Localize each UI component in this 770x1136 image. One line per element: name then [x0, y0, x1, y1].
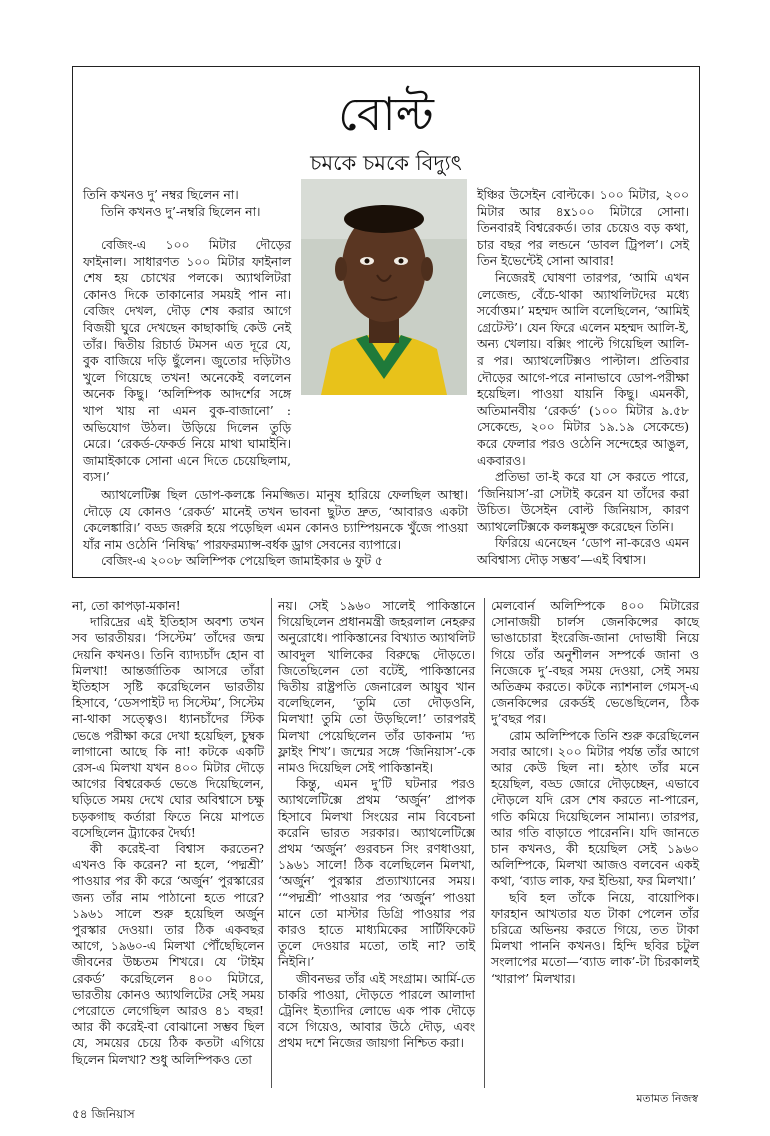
box-right-column [477, 187, 689, 569]
paragraph: না, তো কাপড়া-মকান! [72, 599, 181, 613]
paragraph: মেলবোর্ন অলিম্পিকে ৪০০ মিটারের সোনাজয়ী চার্লস জেনকিন্সের কাছে ভাঙাচোরা ইংরেজি-জানা দোভাষী নিয়ে গিয়ে তাঁর অনুশীলন সম্পর্কে জানা ও নিজেকে দু’-বছর সময় দেওয়া, সেই সময় অতিক্রম করতে। কটকে ন্যাশনাল গেমস্-এ জেনকিন্সের রেকর্ডই ভেঙেছিলেন, ঠিক দু’বছর পর। [491, 599, 699, 727]
headline: বোল্ট [338, 87, 434, 141]
athlete-portrait-image [301, 179, 467, 395]
paragraph: তিনি কখনও দু’-নম্বরি ছিলেন না। [101, 204, 261, 219]
box-left-column-body [83, 237, 291, 486]
paragraph: জীবনভর তাঁর এই সংগ্রাম। আর্মি-তে চাকরি পাওয়া, দৌড়তে পারলে আলাদা ট্রেনিং ইত্যাদির লোভে এক পাক দৌড়ে বসে গিয়েও, আবার উঠে দৌড়, এবং প্রথম দশে নিজের জায়গা নিশ্চিত করা। [278, 971, 475, 1051]
paragraph: ইঞ্চির উসেইন বোল্টকে। ১০০ মিটার, ২০০ মিটার আর ৪x১০০ মিটারে সোনা। তিনবারই বিশ্বরেকর্ড। তার চেয়েও বড় কথা, চার বছর পর লন্ডনে ‘ডাবল ট্রিপল’। সেই তিন ইভেন্টেই সোনা আবার! [477, 188, 689, 269]
subheadline: চমকে চমকে বিদ্যুৎ [310, 151, 462, 175]
paragraph: বেজিং-এ ১০০ মিটার দৌড়ের ফাইনাল। সাধারণত ১০০ মিটার ফাইনাল শেষ হয় চোখের পলকে। অ্যাথলিটরা কোনও দিকে তাকানোর সময়ই পান না। বেজিং দেখল, দৌড় শেষ করার আগে বিজয়ী ঘুরে দেখছেন কাছাকাছি কেউ নেই তাঁর। দ্বিতীয় রিচার্ড টমসন এত দূরে যে, বুক বাজিয়ে দড়ি ছুঁলেন। জুতোর দড়িটাও খুলে গিয়েছে তখন! অনেকেই বললেন অনেক কিছু। ‘অলিম্পিক আদর্শের সঙ্গে খাপ খায় না এমন বুক-বাজানো’ : অভিযোগ উঠল। উড়িয়ে দিলেন তুড়ি মেরে। ‘রেকর্ড-ফেকর্ড নিয়ে মাথা ঘামাইনি। জামাইকাকে সোনা এনে দিতে চেয়েছিলাম, ব্যস।’ [83, 238, 291, 485]
paragraph: তিনি কখনও দু’ নম্বর ছিলেন না। [83, 188, 239, 202]
paragraph: প্রতিভা তা-ই করে যা সে করতে পারে, ‘জিনিয়াস’-রা সেটাই করেন যা তাঁদের করা উচিত। উসেইন বোল্ট জিনিয়াস, কারণ অ্যাথলেটিক্সকে কলঙ্কমুক্ত করেছেন তিনি। [477, 470, 689, 534]
page-footer: ৫৪ জিনিয়াস [72, 1107, 135, 1121]
paragraph: ছবি হল তাঁকে নিয়ে, বায়োপিক। ফারহান আখতার যত টাকা পেলেন তাঁর চরিত্রে অভিনয় করতে গিয়ে, তত টাকা মিলখা পাননি কখনও। হিন্দি ছবির চটুল সংলাপের মতো—‘ব্যাড লাক’-টা চিরকালই ‘খারাপ’ মিলখার। [491, 890, 699, 986]
paragraph: কী করেই-বা বিশ্বাস করতেন? এখনও কি করেন? না হলে, ‘পদ্মশ্রী’ পাওয়ার পর কী করে ‘অর্জুন’ পুরস্কারের জন্য তাঁর নাম পাঠানো হতে পারে? ১৯৬১ সালে শুরু হয়েছিল অর্জুন পুরস্কার দেওয়া। তার ঠিক একবছর আগে, ১৯৬০-এ মিলখা পৌঁছেছিলেন জীবনের উচ্চতম শিখরে। যে ‘টাইম রেকর্ড’ করেছিলেন ৪০০ মিটারে, ভারতীয় কোনও অ্যাথলিটের সেই সময় পেরোতে লেগেছিল আরও ৪১ বছর! আর কী করেই-বা বোঝানো সম্ভব ছিল যে, সময়ের চেয়ে ঠিক কতটা এগিয়ে ছিলেন মিলখা? শুধু অলিম্পিকও তো [72, 842, 264, 1067]
paragraph: কিন্তু, এমন দু’টি ঘটনার পরও অ্যাথলেটিক্সে প্রথম ‘অর্জুন’ প্রাপক হিসাবে মিলখা সিংয়ের নাম বিবেচনা করেনি ভারত সরকার। অ্যাথলেটিক্সে প্রথম ‘অর্জুন’ গুরবচন সিং রণধাওয়া, ১৯৬১ সালে! ঠিক বলেছিলেন মিলখা, ‘অর্জুন’ পুরস্কার প্রত্যাখ্যানের সময়। ‘“পদ্মশ্রী’ পাওয়ার পর ‘অর্জুন’ পাওয়া মানে তো মাস্টার ডিগ্রি পাওয়ার পর কারও হাতে মাধ্যমিকের সার্টিফিকেট তুলে দেওয়ার মতো, তাই না? তাই নিইনি।’ [278, 777, 475, 970]
paragraph: নিজেরই ঘোষণা তারপর, ‘আমি এখন লেজেন্ড, বেঁচে-থাকা অ্যাথলিটদের মধ্যে সর্বোত্তম।’ মহম্মদ আলি বলেছিলেন, ‘আমিই গ্রেটেস্ট’। যেন ফিরে এলেন মহম্মদ আলি-ই, অন্য খেলায়। বক্সিং পাল্টে গিয়েছিল আলি-র পর। অ্যাথলেটিক্সও পাল্টাল। প্রতিবার দৌড়ের আগে-পরে নানাভাবে ডোপ-পরীক্ষা হয়েছিল। পাওয়া যায়নি কিছু। এমনকী, অতিমানবীয় ‘রেকর্ড’ (১০০ মিটার ৯.৫৮ সেকেন্ডে, ২০০ মিটার ১৯.১৯ সেকেন্ডে) করে ফেলার পরও ওঠেনি সন্দেহের আঙুল, একবারও। [477, 270, 689, 468]
opinion-credit: মতামত নিজস্ব [636, 1092, 698, 1105]
column-divider [271, 598, 272, 1088]
article-column-3 [491, 598, 699, 987]
box-left-column [83, 187, 291, 220]
paragraph: নয়। সেই ১৯৬০ সালেই পাকিস্তানে গিয়েছিলেন প্রধানমন্ত্রী জহরলাল নেহরুর অনুরোধে। পাকিস্তানের বিখ্যাত অ্যাথলিট আবদুল খালিকের বিরুদ্ধে দৌড়তে। জিতেছিলেন তো বটেই, পাকিস্তানের দ্বিতীয় রাষ্ট্রপতি জেনারেল আয়ুব খান বলেছিলেন, ‘তুমি তো দৌড়ওনি, মিলখা! তুমি তো উড়ছিলে!’ তারপরই মিলখা পেয়েছিলেন তাঁর ডাকনাম ‘দ্য ফ্লাইং শিখ’। জন্মের সঙ্গে ‘জিনিয়াস’-কে নামও দিয়েছিল সেই পাকিস্তানই। [278, 599, 475, 776]
paragraph: অ্যাথলেটিক্স ছিল ডোপ-কলঙ্কে নিমজ্জিত। মানুষ হারিয়ে ফেলছিল আস্থা। দৌড়ে যে কোনও ‘রেকর্ড’ মানেই তখন ভাবনা ছুটত দ্রুত, ‘আবারও একটা কেলেঙ্কারি।’ বড্ড জরুরি হয়ে পড়েছিল এমন কোনও চ্যাম্পিয়নকে খুঁজে পাওয়া যাঁর নাম ওঠেনি ‘নিষিদ্ধ’ পারফরম্যান্স-বর্ধক ড্রাগ সেবনের ব্যাপারে। [83, 488, 468, 552]
paragraph: দারিদ্রের এই ইতিহাস অবশ্য তখন সব ভারতীয়র। ‘সিস্টেম’ তাঁদের জন্ম দেয়নি কখনও। তিনি ব্যাদ্যচাঁদ হোন বা মিলখা! আন্তর্জাতিক আসরে তাঁরা ইতিহাস সৃষ্টি করেছিলেন ভারতীয় হিসাবে, ‘ডেসপাইট দ্য সিস্টেম’, সিস্টেম না-থাকা সত্ত্বেও। ধ্যানচাঁদের স্টিক ভেঙে পরীক্ষা করে দেখা হয়েছিল, চুম্বক লাগানো আছে কি না! কটকে একটি রেস-এ মিলখা যখন ৪০০ মিটার দৌড়ে আগের বিশ্বরেকর্ড ভেঙে দিয়েছিলেন, ঘড়িতে সময় দেখে ঘোর অবিশ্বাসে চক্ষু চড়কগাছ কর্তারা ফিতে নিয়ে মাপতে বসেছিলেন ট্র্যাকের দৈর্ঘ্য! [72, 615, 264, 840]
paragraph: বেজিং-এ ২০০৮ অলিম্পিক পেয়েছিল জামাইকার ৬ ফুট ৫ [101, 554, 383, 569]
feature-box [72, 66, 700, 578]
paragraph: ফিরিয়ে এনেছেন ‘ডোপ না-করেও এমন অবিশ্বাস্য দৌড় সম্ভব’—এই বিশ্বাস। [477, 536, 689, 568]
article-column-2 [278, 598, 475, 1052]
athlete-photo [301, 179, 467, 395]
paragraph: রোম অলিম্পিকে তিনি শুরু করেছিলেন সবার আগে। ২০০ মিটার পর্যন্ত তাঁর আগে আর কেউ ছিল না। হঠাৎ তাঁর মনে হয়েছিল, বড্ড জোরে দৌড়চ্ছেন, এভাবে দৌড়লে যদি রেস শেষ করতে না-পারেন, গতি কমিয়ে দিয়েছিলেন সামান্য। তারপর, আর গতি বাড়াতে পারেননি। যদি জানতে চান কখনও, কী হয়েছিল সেই ১৯৬০ অলিম্পিকে, মিলখা আজও বলবেন একই কথা, ‘ব্যাড লাক, ফর ইন্ডিয়া, ফর মিলখা।’ [491, 728, 699, 889]
article-column-1 [72, 598, 264, 1068]
column-divider [484, 598, 485, 1088]
box-left-wide-column [83, 487, 468, 570]
